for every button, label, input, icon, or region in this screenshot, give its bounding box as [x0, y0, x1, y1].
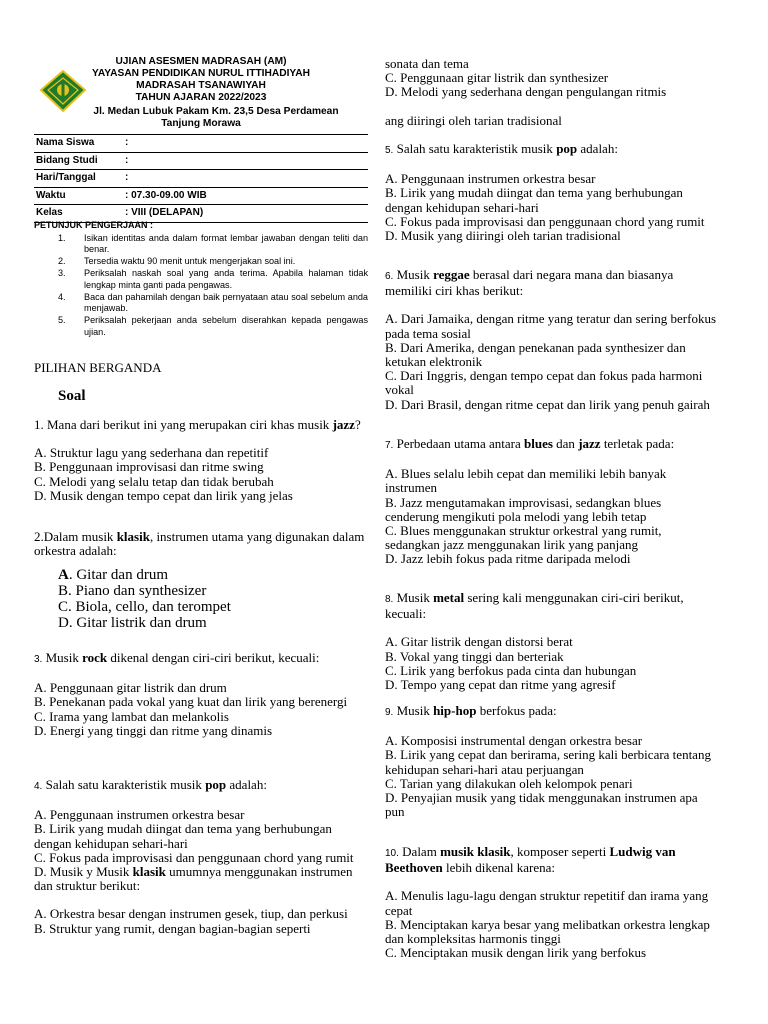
answer-option[interactable]: B. Penggunaan improvisasi dan ritme swing — [34, 459, 264, 475]
continued-options — [385, 57, 717, 128]
question-text: 3. Musik rock dikenal dengan ciri-ciri berikut, kecuali: — [34, 650, 320, 665]
question-1 — [34, 418, 368, 503]
answer-option[interactable]: C. Penggunaan gitar listrik dan synthesizer — [385, 70, 609, 86]
instructions-title: PETUNJUK PENGERJAAN : — [34, 220, 154, 230]
identity-row — [34, 135, 368, 153]
answer-option[interactable]: C. Fokus pada improvisasi dan penggunaan chord yang rumit — [385, 213, 705, 229]
answer-option[interactable]: D. Energi yang tinggi dan ritme yang dinamis — [34, 722, 273, 738]
answer-option[interactable]: D. Melodi yang sederhana dengan pengulangan ritmis — [385, 84, 667, 100]
answer-option[interactable]: B. Dari Amerika, dengan penekanan pada synthesizer dan ketukan elektronik — [385, 339, 686, 370]
answer-option[interactable]: A. Penggunaan instrumen orkestra besar — [34, 807, 245, 823]
identity-value[interactable]: : — [125, 137, 129, 148]
answer-option[interactable]: C. Blues menggunakan struktur orkestral yang rumit, sedangkan jazz menggunakan lirik yang panjang — [385, 523, 662, 553]
instruction-item — [34, 256, 368, 267]
identity-label: Hari/Tanggal — [36, 172, 96, 184]
question-6 — [385, 268, 717, 412]
answer-option[interactable]: B. Struktur yang rumit, dengan bagian-bagian seperti — [34, 920, 311, 936]
answer-option[interactable]: A. Struktur lagu yang sederhana dan repetitif — [34, 445, 269, 461]
instruction-number: 2. — [58, 256, 66, 267]
instruction-item — [34, 315, 368, 338]
answer-option[interactable]: C. Biola, cello, dan terompet — [58, 599, 231, 616]
question-9 — [385, 704, 717, 819]
answer-option[interactable]: D. Musik y Musik klasik umumnya menggunakan instrumen dan struktur berikut: — [34, 864, 353, 894]
question-text: 2.Dalam musik klasik, instrumen utama yang digunakan dalam orkestra adalah: — [34, 529, 365, 559]
question-4 — [34, 778, 368, 936]
answer-option[interactable]: D. Tempo yang cepat dan ritme yang agresif — [385, 677, 616, 693]
identity-value[interactable]: : — [125, 172, 129, 184]
student-identity-table — [34, 134, 368, 223]
instruction-text: Baca dan pahamilah dengan baik pernyataan atau soal sebelum anda menjawab. — [84, 291, 368, 314]
answer-option[interactable]: C. Fokus pada improvisasi dan penggunaan chord yang rumit — [34, 849, 354, 865]
instructions-list — [34, 233, 368, 339]
question-7 — [385, 437, 717, 567]
question-text: 1. Mana dari berikut ini yang merupakan ciri khas musik jazz? — [34, 417, 361, 432]
header-line-2: YAYASAN PENDIDIKAN NURUL ITTIHADIYAH — [92, 68, 310, 79]
soal-title: Soal — [58, 388, 86, 404]
answer-option[interactable]: D. Dari Brasil, dengan ritme cepat dan lirik yang penuh gairah — [385, 396, 710, 412]
answer-option[interactable]: B. Lirik yang mudah diingat dan tema yang berhubungan dengan kehidupan sehari-hari — [385, 185, 683, 215]
answer-option[interactable]: A. Orkestra besar dengan instrumen gesek, tiup, dan perkusi — [34, 906, 348, 922]
identity-row — [34, 188, 368, 206]
instruction-item — [34, 233, 368, 256]
header-line-1: UJIAN ASESMEN MADRASAH (AM) — [115, 56, 287, 67]
answer-option[interactable]: B. Menciptakan karya besar yang melibatkan orkestra lengkap dan kompleksitas harmonis tinggi — [385, 916, 710, 947]
question-text: 7. Perbedaan utama antara blues dan jazz terletak pada: — [385, 436, 675, 451]
answer-option[interactable]: D. Jazz lebih fokus pada ritme daripada melodi — [385, 551, 631, 567]
instruction-text: Isikan identitas anda dalam format lembar jawaban dengan teliti dan benar. — [84, 233, 368, 255]
question-8 — [385, 591, 717, 692]
question-text: 10. Dalam musik klasik, komposer seperti Ludwig van Beethoven lebih dikenal karena: — [385, 844, 676, 876]
instruction-text: Tersedia waktu 90 menit untuk mengerjakan soal ini. — [84, 256, 296, 267]
identity-value: : VIII (DELAPAN) — [125, 207, 204, 219]
instruction-text: Periksalah pekerjaan anda sebelum diserahkan kepada pengawas ujian. — [84, 315, 368, 337]
answer-option[interactable]: A. Penggunaan instrumen orkestra besar — [385, 171, 596, 187]
identity-row — [34, 170, 368, 188]
answer-option[interactable]: B. Piano dan synthesizer — [58, 583, 207, 600]
answer-option[interactable]: C. Irama yang lambat dan melankolis — [34, 708, 229, 724]
answer-option[interactable]: C. Tarian yang dilakukan oleh kelompok penari — [385, 775, 633, 791]
answer-option[interactable]: C. Dari Inggris, dengan tempo cepat dan fokus pada harmoni vokal — [385, 368, 703, 398]
answer-option[interactable]: B. Jazz mengutamakan improvisasi, sedangkan blues cenderung mengikuti pola melodi yang lebih tetap — [385, 494, 662, 524]
question-text: 9. Musik hip-hop berfokus pada: — [385, 703, 557, 718]
text-fragment: ang diiringi oleh tarian tradisional — [385, 112, 562, 128]
answer-option[interactable]: A. Blues selalu lebih cepat dan memiliki lebih banyak instrumen — [385, 466, 667, 496]
section-title: PILIHAN BERGANDA — [34, 360, 162, 375]
instruction-item — [34, 292, 368, 315]
question-text: 4. Salah satu karakteristik musik pop adalah: — [34, 777, 267, 792]
answer-option[interactable]: A. Gitar dan drum — [58, 567, 168, 584]
answer-option[interactable]: C. Lirik yang berfokus pada cinta dan hubungan — [385, 662, 637, 678]
answer-option[interactable]: A. Komposisi instrumental dengan orkestra besar — [385, 733, 643, 749]
answer-option[interactable]: B. Lirik yang mudah diingat dan tema yang berhubungan dengan kehidupan sehari-hari — [34, 821, 332, 851]
identity-row — [34, 153, 368, 171]
instruction-text: Periksalah naskah soal yang anda terima. Apabila halaman tidak lengkap minta ganti pada pengawas. — [84, 268, 368, 290]
identity-value[interactable]: : — [125, 154, 129, 166]
question-3 — [34, 651, 368, 738]
identity-label: Kelas — [36, 207, 63, 219]
question-5 — [385, 142, 717, 243]
identity-label: Bidang Studi — [36, 154, 98, 166]
question-text: 6. Musik reggae berasal dari negara mana dan biasanya memiliki ciri khas berikut: — [385, 267, 674, 299]
answer-option[interactable]: D. Gitar listrik dan drum — [58, 615, 207, 632]
answer-option[interactable]: A. Penggunaan gitar listrik dan drum — [34, 680, 227, 696]
question-text: 8. Musik metal sering kali menggunakan ciri-ciri berikut, kecuali: — [385, 590, 684, 622]
answer-option[interactable]: B. Lirik yang cepat dan berirama, sering kali berbicara tentang kehidupan sehari-hari atau perjuangan — [385, 747, 711, 777]
instruction-item — [34, 268, 368, 291]
header-address: Jl. Medan Lubuk Pakam Km. 23,5 Desa Perdamean — [93, 106, 339, 117]
answer-option[interactable]: A. Dari Jamaika, dengan ritme yang teratur dan sering berfokus pada tema sosial — [385, 311, 717, 341]
instruction-number: 5. — [58, 315, 66, 326]
answer-option[interactable]: C. Melodi yang selalu tetap dan tidak berubah — [34, 473, 274, 489]
exam-header — [34, 56, 368, 132]
answer-option[interactable]: D. Musik yang diiringi oleh tarian tradisional — [385, 228, 621, 244]
answer-option[interactable]: B. Penekanan pada vokal yang kuat dan lirik yang berenergi — [34, 694, 348, 710]
instruction-number: 1. — [58, 233, 66, 243]
question-10 — [385, 845, 717, 960]
answer-option[interactable]: A. Gitar listrik dengan distorsi berat — [385, 634, 573, 650]
identity-label: Nama Siswa — [36, 137, 95, 148]
answer-option[interactable]: D. Musik dengan tempo cepat dan lirik yang jelas — [34, 487, 293, 503]
header-line-4: TAHUN AJARAN 2022/2023 — [135, 92, 267, 103]
answer-option[interactable]: A. Menulis lagu-lagu dengan struktur repetitif dan irama yang cepat — [385, 888, 709, 918]
answer-option[interactable]: C. Menciptakan musik dengan lirik yang berfokus — [385, 945, 647, 961]
answer-option[interactable]: D. Penyajian musik yang tidak menggunakan instrumen apa pun — [385, 790, 698, 820]
instruction-number: 3. — [58, 268, 66, 279]
header-city: Tanjung Morawa — [161, 118, 241, 129]
question-2 — [34, 530, 368, 631]
instruction-number: 4. — [58, 291, 66, 302]
continued-line: sonata dan tema — [385, 56, 469, 71]
answer-option[interactable]: B. Vokal yang tinggi dan berteriak — [385, 648, 564, 664]
identity-label: Waktu — [36, 189, 66, 201]
header-line-3: MADRASAH TSANAWIYAH — [136, 80, 266, 91]
identity-value: : 07.30-09.00 WIB — [125, 189, 207, 201]
question-text: 5. Salah satu karakteristik musik pop adalah: — [385, 141, 618, 156]
